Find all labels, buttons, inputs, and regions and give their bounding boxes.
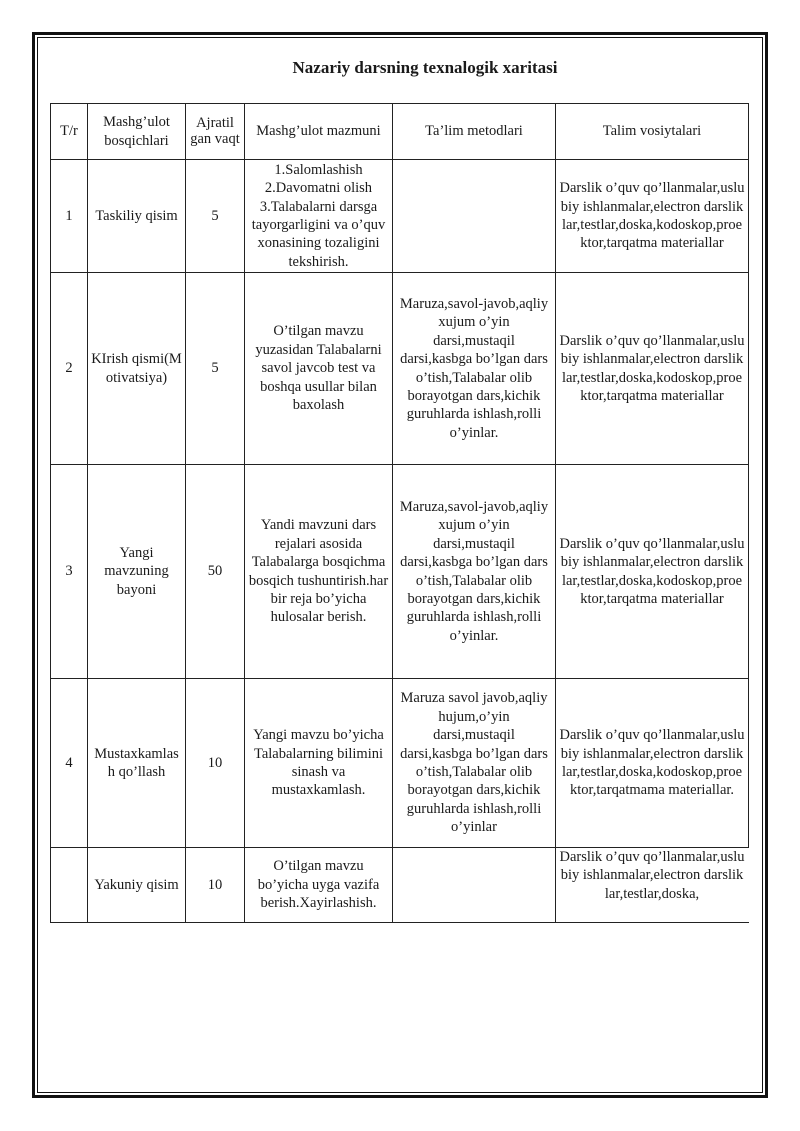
header-methods: Ta’lim metodlari	[393, 104, 556, 160]
row-num	[51, 848, 88, 923]
row-content: Yangi mavzu bo’yicha Talabalarning bilimini sinash va mustaxkamlash.	[245, 679, 393, 848]
row-methods	[393, 848, 556, 923]
row-content: 1.Salomlashish 2.Davomatni olish 3.Talabalarni darsga tayorgarligini va o’quv xonasining tozaligini tekshirish.	[245, 160, 393, 273]
row-time: 50	[186, 465, 245, 679]
row-stage: Mustaxkamlash qo’llash	[88, 679, 186, 848]
header-tools: Talim vosiytalari	[556, 104, 749, 160]
header-stage: Mashg’ulot bosqichlari	[88, 104, 186, 160]
row-tools: Darslik o’quv qo’llanmalar,uslubiy ishlanmalar,electron darsliklar,testlar,doska,	[556, 848, 749, 923]
row-time: 10	[186, 848, 245, 923]
row-num: 4	[51, 679, 88, 848]
row-content: O’tilgan mavzu yuzasidan Talabalarni savol javcob test va boshqa usullar bilan baxolash	[245, 273, 393, 465]
row-time: 10	[186, 679, 245, 848]
row-tools: Darslik o’quv qo’llanmalar,uslubiy ishlanmalar,electron darsliklar,testlar,doska,kodoskop,proektor,tarqatmama materiallar.	[556, 679, 749, 848]
row-num: 1	[51, 160, 88, 273]
header-num: T/r	[51, 104, 88, 160]
header-content: Mashg’ulot mazmuni	[245, 104, 393, 160]
row-tools: Darslik o’quv qo’llanmalar,uslubiy ishlanmalar,electron darsliklar,testlar,doska,kodoskop,proektor,tarqatma materiallar	[556, 160, 749, 273]
row-num: 2	[51, 273, 88, 465]
row-methods: Maruza,savol-javob,aqliy xujum o’yin darsi,mustaqil darsi,kasbga bo’lgan dars o’tish,Talabalar olib borayotgan dars,kichik guruhlarda ishlash,rolli o’yinlar.	[393, 465, 556, 679]
row-time: 5	[186, 160, 245, 273]
table-row	[51, 465, 749, 679]
row-num: 3	[51, 465, 88, 679]
header-time: Ajratil gan vaqt	[186, 104, 245, 160]
row-methods: Maruza savol javob,aqliy hujum,o’yin darsi,mustaqil darsi,kasbga bo’lgan dars o’tish,Talabalar olib borayotgan dars,kichik guruhlarda ishlash,rolli o’yinlar	[393, 679, 556, 848]
document-title: Nazariy darsning texnalogik xaritasi	[292, 58, 558, 77]
table-row	[51, 848, 749, 923]
row-stage: KIrish qismi(Motivatsiya)	[88, 273, 186, 465]
table-row	[51, 273, 749, 465]
row-tools: Darslik o’quv qo’llanmalar,uslubiy ishlanmalar,electron darsliklar,testlar,doska,kodoskop,proektor,tarqatma materiallar	[556, 465, 749, 679]
technology-map-table	[50, 103, 749, 923]
row-stage: Taskiliy qisim	[88, 160, 186, 273]
table-row	[51, 679, 749, 848]
row-methods	[393, 160, 556, 273]
row-methods: Maruza,savol-javob,aqliy xujum o’yin darsi,mustaqil darsi,kasbga bo’lgan dars o’tish,Talabalar olib borayotgan dars,kichik guruhlarda ishlash,rolli o’yinlar.	[393, 273, 556, 465]
row-stage: Yangi mavzuning bayoni	[88, 465, 186, 679]
row-content: O’tilgan mavzu bo’yicha uyga vazifa berish.Xayirlashish.	[245, 848, 393, 923]
row-time: 5	[186, 273, 245, 465]
table-row	[51, 160, 749, 273]
table-header-row	[51, 104, 749, 160]
row-tools: Darslik o’quv qo’llanmalar,uslubiy ishlanmalar,electron darsliklar,testlar,doska,kodoskop,proektor,tarqatma materiallar	[556, 273, 749, 465]
row-stage: Yakuniy qisim	[88, 848, 186, 923]
row-content: Yandi mavzuni dars rejalari asosida Talabalarga bosqichma bosqich tushuntirish.har bir reja bo’yicha hulosalar berish.	[245, 465, 393, 679]
